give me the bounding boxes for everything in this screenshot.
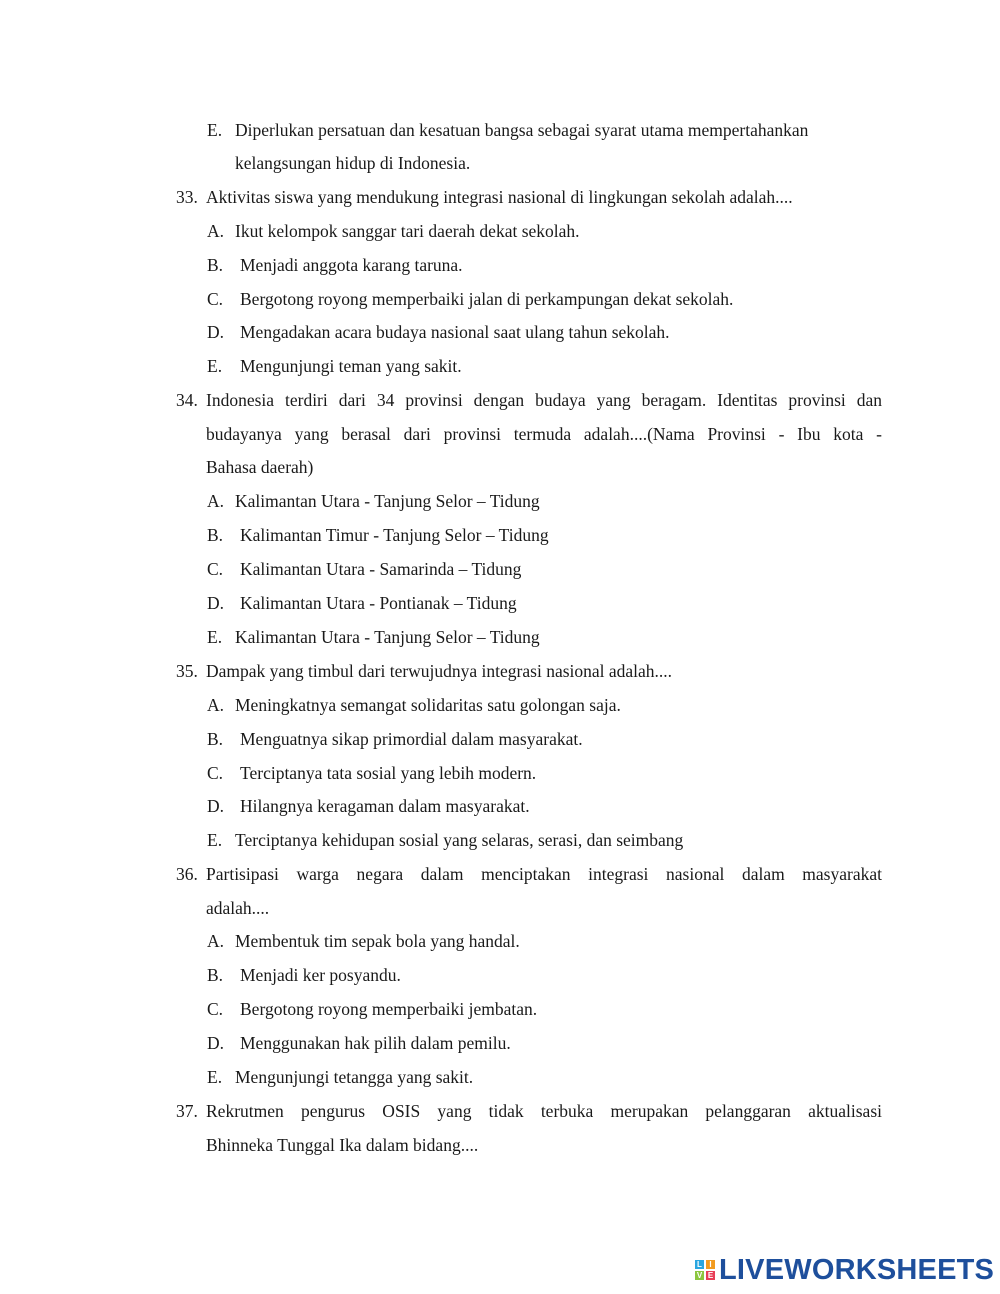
question-34-text-line1: Indonesia terdiri dari 34 provinsi dengan budaya yang beragam. Identitas provinsi dan (206, 390, 882, 410)
question-33-text: Aktivitas siswa yang mendukung integrasi nasional di lingkungan sekolah adalah.... (206, 187, 793, 207)
q32-option-e-text: Diperlukan persatuan dan kesatuan bangsa sebagai syarat utama mempertahankan (235, 120, 809, 140)
q34-option-e[interactable]: E. Kalimantan Utara - Tanjung Selor – Tidung (207, 627, 540, 647)
liveworksheets-wordmark: LIVEWORKSHEETS (719, 1253, 995, 1286)
q33-option-a[interactable]: A. Ikut kelompok sanggar tari daerah dekat sekolah. (207, 221, 580, 241)
question-36: 36. Partisipasi warga negara dalam menciptakan integrasi nasional dalam masyarakat (176, 864, 882, 884)
q34-option-c[interactable]: C. Kalimantan Utara - Samarinda – Tidung (207, 559, 522, 579)
liveworksheets-logo[interactable] (695, 1253, 994, 1287)
q36-option-d[interactable]: D. Menggunakan hak pilih dalam pemilu. (207, 1033, 511, 1053)
q36-option-b[interactable]: B. Menjadi ker posyandu. (207, 965, 401, 985)
question-37-text-line1: Rekrutmen pengurus OSIS yang tidak terbuka merupakan pelanggaran aktualisasi (206, 1101, 882, 1121)
q33-option-e[interactable]: E. Mengunjungi teman yang sakit. (207, 356, 462, 376)
q32-option-e: E. Diperlukan persatuan dan kesatuan bangsa sebagai syarat utama mempertahankan (207, 120, 809, 140)
q36-option-a[interactable]: A. Membentuk tim sepak bola yang handal. (207, 931, 520, 951)
question-34-text-line2: budayanya yang berasal dari provinsi termuda adalah....(Nama Provinsi - Ibu kota - (206, 424, 882, 444)
question-34-text-line3: Bahasa daerah) (206, 457, 314, 477)
q33-option-b[interactable]: B. Menjadi anggota karang taruna. (207, 255, 463, 275)
liveworksheets-mark-icon: L I V E (696, 1260, 714, 1280)
q35-option-d[interactable]: D. Hilangnya keragaman dalam masyarakat. (207, 796, 530, 816)
question-36-text-line2: adalah.... (206, 898, 270, 918)
q34-option-d[interactable]: D. Kalimantan Utara - Pontianak – Tidung (207, 593, 517, 613)
question-37-text-line2: Bhinneka Tunggal Ika dalam bidang.... (206, 1135, 479, 1155)
q36-option-c[interactable]: C. Bergotong royong memperbaiki jembatan. (207, 999, 538, 1019)
question-36-text-line1: Partisipasi warga negara dalam menciptakan integrasi nasional dalam masyarakat (206, 864, 882, 884)
q36-option-e[interactable]: E. Mengunjungi tetangga yang sakit. (207, 1067, 474, 1087)
q35-option-c[interactable]: C. Terciptanya tata sosial yang lebih modern. (207, 763, 537, 783)
q33-option-d[interactable]: D. Mengadakan acara budaya nasional saat ulang tahun sekolah. (207, 322, 670, 342)
question-33: 33. Aktivitas siswa yang mendukung integrasi nasional di lingkungan sekolah adalah.... (176, 187, 793, 207)
q32-option-e-continuation: kelangsungan hidup di Indonesia. (235, 153, 471, 173)
q35-option-e[interactable]: E. Terciptanya kehidupan sosial yang selaras, serasi, dan seimbang (207, 830, 684, 850)
q34-option-a[interactable]: A. Kalimantan Utara - Tanjung Selor – Tidung (207, 491, 540, 511)
question-35-text: Dampak yang timbul dari terwujudnya integrasi nasional adalah.... (206, 661, 673, 681)
q33-option-c[interactable]: C. Bergotong royong memperbaiki jalan di perkampungan dekat sekolah. (207, 289, 734, 309)
q35-option-a[interactable]: A. Meningkatnya semangat solidaritas satu golongan saja. (207, 695, 621, 715)
question-35: 35. Dampak yang timbul dari terwujudnya integrasi nasional adalah.... (176, 661, 673, 681)
q35-option-b[interactable]: B. Menguatnya sikap primordial dalam masyarakat. (207, 729, 583, 749)
question-37: 37. Rekrutmen pengurus OSIS yang tidak terbuka merupakan pelanggaran aktualisasi (176, 1101, 882, 1121)
question-34: 34. Indonesia terdiri dari 34 provinsi dengan budaya yang beragam. Identitas provinsi dan (176, 390, 882, 410)
q34-option-b[interactable]: B. Kalimantan Timur - Tanjung Selor – Tidung (207, 525, 549, 545)
